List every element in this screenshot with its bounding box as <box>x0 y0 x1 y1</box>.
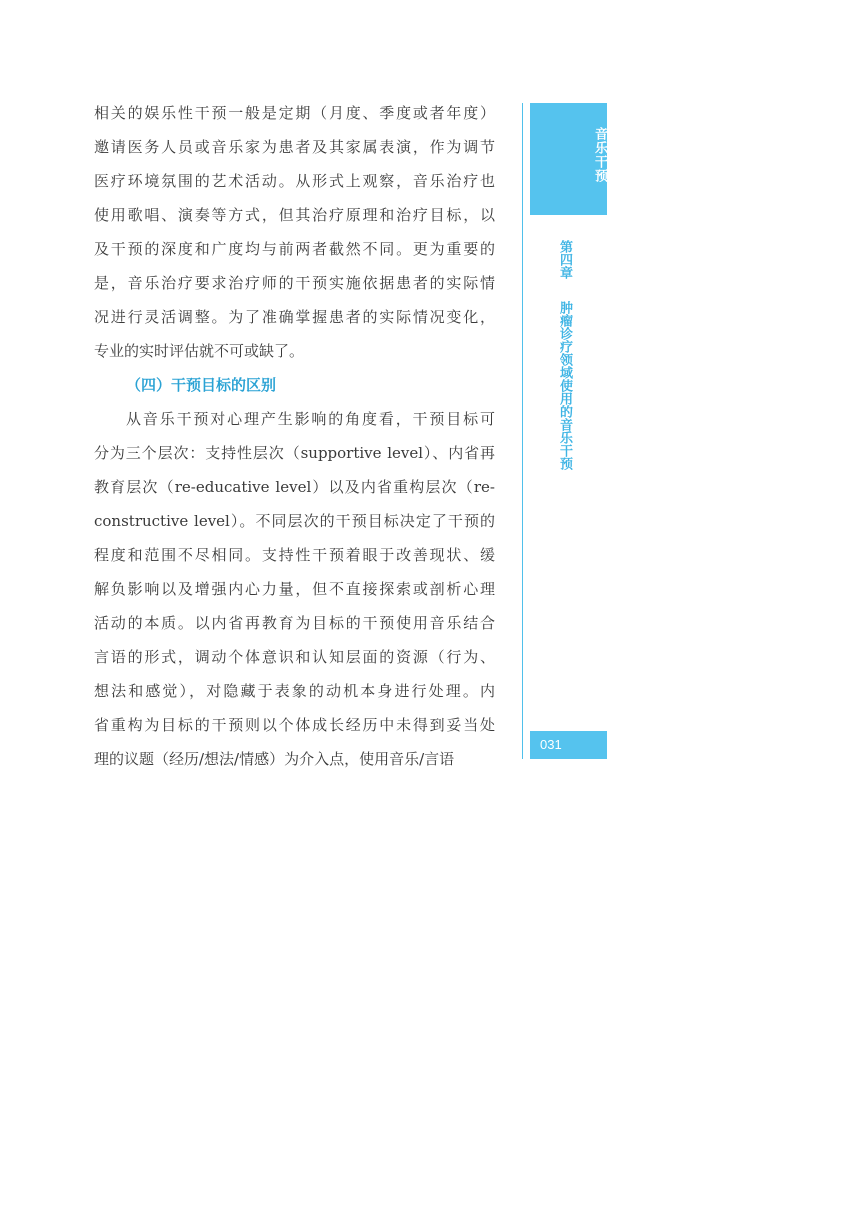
body-line: 解负影响以及增强内心力量，但不直接探索或剖析心理 <box>94 580 495 598</box>
text-run: ）。不同层次的干预目标决定了干预的 <box>229 512 495 530</box>
latin-term: constructive level <box>94 512 230 530</box>
chapter-title: 肿瘤诊疗领域使用的音乐干预 <box>557 301 572 470</box>
chapter-number: 第四章 <box>557 240 572 279</box>
latin-term: supportive level <box>300 444 424 462</box>
body-line: 况进行灵活调整。为了准确掌握患者的实际情况变化， <box>94 308 495 326</box>
body-line: 使用歌唱、演奏等方式，但其治疗原理和治疗目标，以 <box>94 206 495 224</box>
text-run: 分为三个层次：支持性层次（ <box>94 444 301 462</box>
body-text <box>94 96 495 776</box>
body-line: 想法和感觉），对隐藏于表象的动机本身进行处理。内 <box>94 682 495 700</box>
body-line: 言语的形式，调动个体意识和认知层面的资源（行为、 <box>94 648 495 666</box>
body-line <box>94 470 495 504</box>
body-line: 是，音乐治疗要求治疗师的干预实施依据患者的实际情 <box>94 274 495 292</box>
text-run: 教育层次（ <box>94 478 175 496</box>
body-line <box>94 504 495 538</box>
body-line: 从音乐干预对心理产生影响的角度看，干预目标可 <box>126 410 495 428</box>
body-line: 邀请医务人员或音乐家为患者及其家属表演，作为调节 <box>94 138 495 156</box>
text-run: ）以及内省重构层次（ <box>311 478 474 496</box>
latin-term: re-educative level <box>174 478 312 496</box>
latin-term: re- <box>473 478 495 496</box>
text-run: ）、内省再 <box>423 444 495 462</box>
body-line: 活动的本质。以内省再教育为目标的干预使用音乐结合 <box>94 614 495 632</box>
section-tab-label: 音乐干预 <box>592 127 607 183</box>
body-line: 及干预的深度和广度均与前两者截然不同。更为重要的 <box>94 240 495 258</box>
margin-divider <box>522 103 523 759</box>
body-line: 专业的实时评估就不可或缺了。 <box>94 342 305 360</box>
section-heading: （四）干预目标的区别 <box>126 376 277 394</box>
body-line: 相关的娱乐性干预一般是定期（月度、季度或者年度） <box>94 104 495 122</box>
body-line: 理的议题（经历/想法/情感）为介入点，使用音乐/言语 <box>94 750 455 768</box>
chapter-label <box>556 240 572 470</box>
body-line: 程度和范围不尽相同。支持性干预着眼于改善现状、缓 <box>94 546 495 564</box>
page-number-box <box>530 731 607 759</box>
section-tab <box>530 103 607 215</box>
body-line: 医疗环境氛围的艺术活动。从形式上观察，音乐治疗也 <box>94 172 495 190</box>
body-line <box>94 436 495 470</box>
page-number: 031 <box>540 737 562 752</box>
body-line: 省重构为目标的干预则以个体成长经历中未得到妥当处 <box>94 716 495 734</box>
